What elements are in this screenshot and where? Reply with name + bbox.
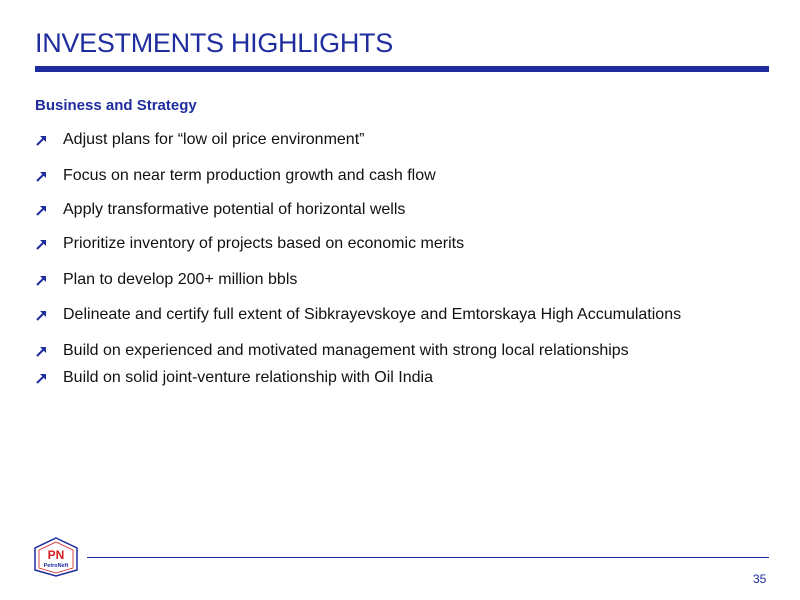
- logo-mark: PN: [47, 548, 65, 562]
- bullet-item: [35, 306, 681, 324]
- bullet-text: Build on solid joint-venture relationship with Oil India: [63, 369, 433, 386]
- logo-wordmark: PetroNeft: [43, 563, 69, 569]
- page-number: 35: [753, 572, 767, 586]
- arrow-up-right-icon: [35, 237, 49, 251]
- bullet-text: Adjust plans for “low oil price environment”: [63, 131, 365, 148]
- section-heading: Business and Strategy: [35, 97, 197, 114]
- petroneft-logo: [32, 536, 80, 578]
- bullet-text: Focus on near term production growth and cash flow: [63, 167, 436, 184]
- bullet-item: [35, 201, 405, 219]
- bullet-text: Build on experienced and motivated management with strong local relationships: [63, 342, 629, 359]
- arrow-up-right-icon: [35, 308, 49, 322]
- bullet-item: [35, 369, 433, 387]
- bullet-text: Apply transformative potential of horizontal wells: [63, 201, 406, 218]
- bullet-text: Delineate and certify full extent of Sibkrayevskoye and Emtorskaya High Accumulations: [63, 306, 682, 323]
- arrow-up-right-icon: [35, 344, 49, 358]
- footer-divider: [87, 557, 769, 558]
- arrow-up-right-icon: [35, 169, 49, 183]
- slide-title: INVESTMENTS HIGHLIGHTS: [35, 28, 393, 58]
- arrow-up-right-icon: [35, 203, 49, 217]
- bullet-item: [35, 167, 436, 185]
- bullet-item: [35, 271, 297, 289]
- arrow-up-right-icon: [35, 371, 49, 385]
- arrow-up-right-icon: [35, 133, 49, 147]
- bullet-item: [35, 342, 629, 360]
- title-divider: [35, 66, 769, 72]
- bullet-item: [35, 235, 464, 253]
- bullet-item: [35, 131, 364, 149]
- arrow-up-right-icon: [35, 273, 49, 287]
- bullet-text: Prioritize inventory of projects based on economic merits: [63, 235, 465, 252]
- bullet-text: Plan to develop 200+ million bbls: [63, 271, 298, 288]
